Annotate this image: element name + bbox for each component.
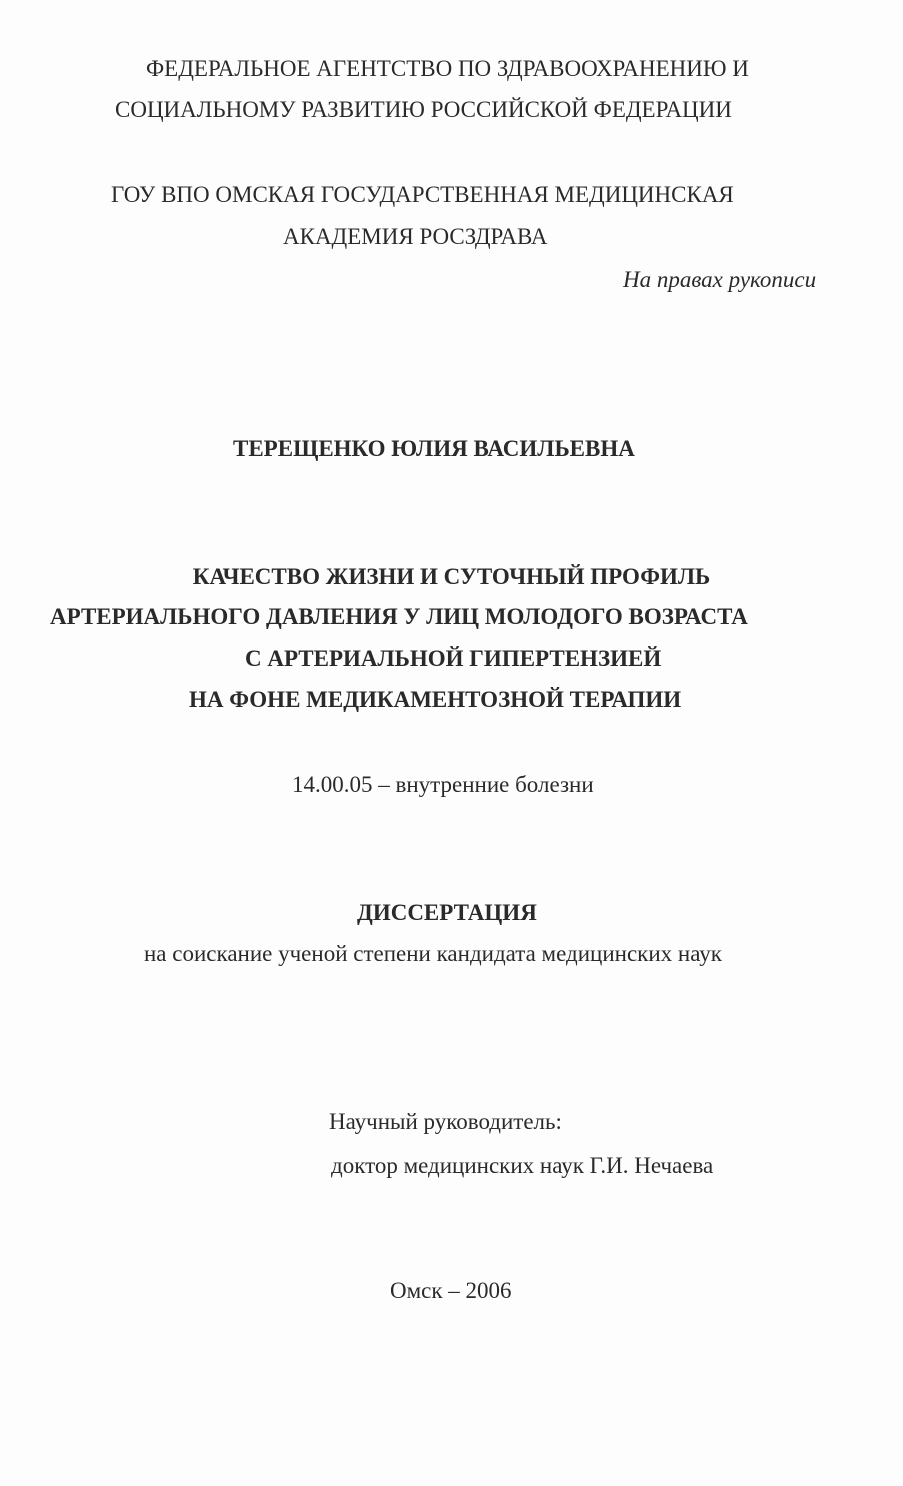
title-line-3: С АРТЕРИАЛЬНОЙ ГИПЕРТЕНЗИЕЙ bbox=[245, 646, 662, 671]
title-line-1: КАЧЕСТВО ЖИЗНИ И СУТОЧНЫЙ ПРОФИЛЬ bbox=[192, 564, 711, 589]
title-line-4: НА ФОНЕ МЕДИКАМЕНТОЗНОЙ ТЕРАПИИ bbox=[189, 687, 682, 712]
degree-line: на соискание ученой степени кандидата медицинских наук bbox=[144, 941, 722, 966]
agency-line-1: ФЕДЕРАЛЬНОЕ АГЕНТСТВО ПО ЗДРАВООХРАНЕНИЮ И bbox=[146, 56, 749, 81]
institution-line-1: ГОУ ВПО ОМСКАЯ ГОСУДАРСТВЕННАЯ МЕДИЦИНСКАЯ bbox=[111, 182, 734, 207]
title-line-2: АРТЕРИАЛЬНОГО ДАВЛЕНИЯ У ЛИЦ МОЛОДОГО ВОЗРАСТА bbox=[50, 604, 748, 629]
document-type: ДИССЕРТАЦИЯ bbox=[357, 900, 537, 925]
author-name: ТЕРЕЩЕНКО ЮЛИЯ ВАСИЛЬЕВНА bbox=[233, 436, 635, 461]
manuscript-note: На правах рукописи bbox=[623, 267, 817, 292]
agency-line-2: СОЦИАЛЬНОМУ РАЗВИТИЮ РОССИЙСКОЙ ФЕДЕРАЦИИ bbox=[115, 97, 732, 122]
place-year: Омск – 2006 bbox=[390, 1278, 512, 1303]
supervisor-name: доктор медицинских наук Г.И. Нечаева bbox=[331, 1153, 714, 1178]
specialty-code: 14.00.05 – внутренние болезни bbox=[292, 772, 594, 797]
supervisor-label: Научный руководитель: bbox=[329, 1109, 562, 1134]
institution-line-2: АКАДЕМИЯ РОСЗДРАВА bbox=[283, 224, 548, 249]
